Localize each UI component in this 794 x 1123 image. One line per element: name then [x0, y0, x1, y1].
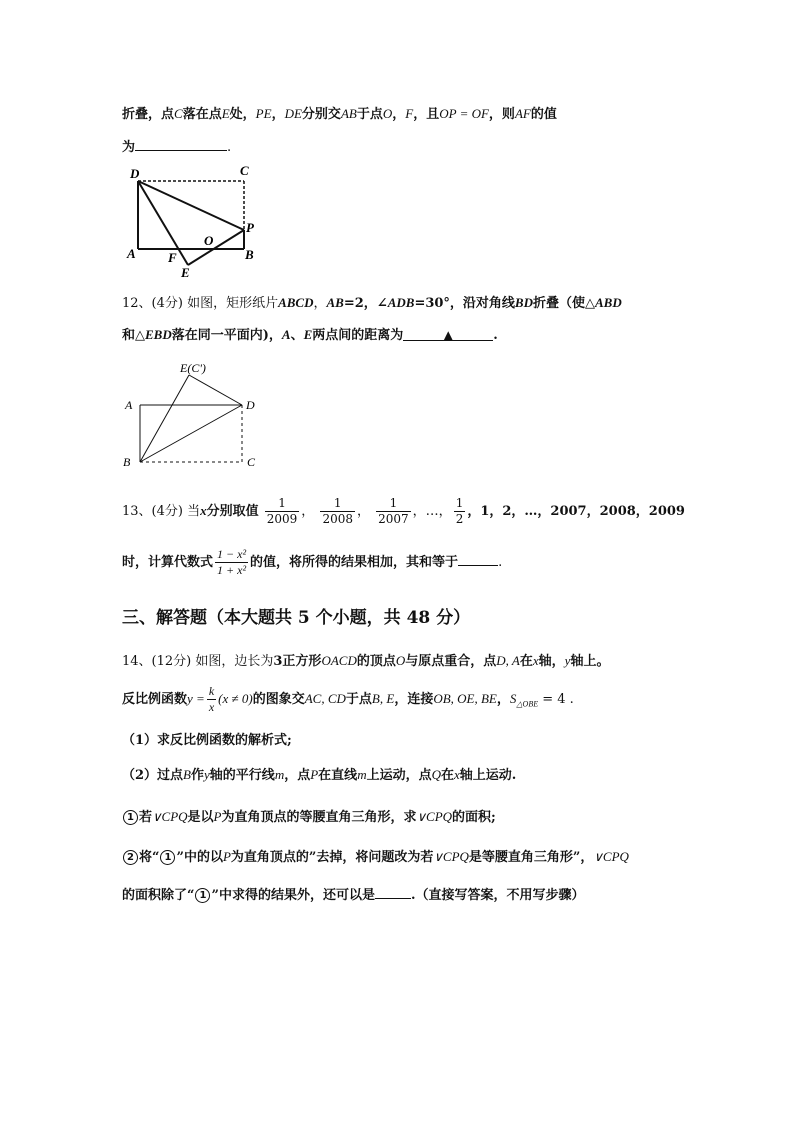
q13-line2-b: 的值，将所得的结果相加，其和等于	[250, 555, 459, 570]
q14-o: O	[395, 653, 406, 668]
q14-cpq2: ∨CPQ	[416, 809, 453, 824]
q14-p2-d: ，点	[284, 768, 311, 783]
q11-text-g: ，则	[488, 107, 515, 122]
q14-l1-g: 轴上。	[570, 654, 610, 669]
q12-sep: ，	[313, 296, 327, 311]
q14-l2-a: 反比例函数	[122, 692, 188, 707]
q14-p2-b: 作	[191, 768, 205, 783]
q12-end: .	[493, 328, 498, 343]
q14-s3-a: 的面积除了“	[122, 888, 195, 903]
q11-sep1: ，	[271, 107, 285, 122]
q14-l1-f: 轴，	[538, 654, 565, 669]
q12-adb: ADB	[387, 295, 415, 310]
q14-y2: y	[204, 767, 210, 782]
q14-l1-c: 的顶点	[356, 654, 396, 669]
q14-s: S	[509, 691, 517, 706]
q11-text-a: 折叠，点	[122, 107, 175, 122]
q14-p2-f: 上运动，点	[366, 768, 432, 783]
q14-ob-oe-be: OB, OE, BE	[433, 691, 497, 706]
q14-sub1	[122, 806, 496, 825]
q14-circle-1: 1	[123, 810, 138, 825]
q12-fold: 折叠（使△	[532, 296, 595, 311]
q14-s-sub: △OBE	[516, 699, 539, 709]
q14-m2: m	[357, 767, 367, 782]
q14-line1	[122, 650, 609, 669]
q11-text-b: 落在点	[182, 107, 222, 122]
q13-frac-half-den: 2	[455, 512, 464, 526]
q14-circle-1-ref2: 1	[195, 888, 210, 903]
q13-frac-2008-num: 1	[320, 496, 355, 512]
q13-frac-half	[454, 496, 466, 527]
q14-p2-g: 在	[440, 768, 454, 783]
q14-s2-b: ”中的以	[176, 850, 223, 865]
q11-answer-blank	[135, 138, 227, 151]
q12-label-c: C	[247, 455, 256, 469]
q11-text-c: 处，	[229, 107, 256, 122]
q13-expression	[215, 547, 248, 578]
q14-p2-c: 轴的平行线	[209, 768, 275, 783]
q12-line2	[122, 324, 498, 343]
q11-line1	[122, 103, 557, 122]
q12-ebd: EBD	[145, 327, 172, 342]
q14-s1-d: 的面积;	[452, 810, 496, 825]
q14-s3-c: .（直接写答案，不用写步骤）	[410, 888, 585, 903]
q12-ab: AB	[326, 295, 344, 310]
q13-tail: ，1，2，…，2007，2008，2009	[467, 504, 685, 519]
q14-p2-e: 在直线	[318, 768, 358, 783]
q12-figure	[115, 355, 275, 475]
q14-s2-a: 将“	[139, 850, 160, 865]
q14-xden: x	[208, 700, 215, 714]
q14-l2-d: ，连接	[394, 692, 434, 707]
q11-label-o: O	[204, 233, 214, 248]
q14-s2-c: 为直角顶点的”去掉，将问题改为若	[230, 850, 434, 865]
q11-c: C	[174, 106, 183, 121]
q14-k: k	[208, 684, 215, 698]
q14-p2-a: （2）过点	[122, 768, 184, 783]
q14-p: P	[310, 767, 319, 782]
q11-text-d: 分别交	[301, 107, 341, 122]
q11-f: F	[405, 106, 414, 121]
q14-l1-e: 在	[519, 654, 533, 669]
q14-q: Q	[431, 767, 441, 782]
q14-answer-blank	[375, 886, 411, 899]
q11-label-f: F	[168, 250, 177, 265]
q14-p2: P	[213, 809, 222, 824]
q14-m: m	[274, 767, 285, 782]
q14-accd: AC, CD	[304, 691, 346, 706]
q14-circle-1-ref: 1	[160, 850, 175, 865]
q14-sub2	[122, 846, 629, 865]
q13-expr-num: 1 − x²	[217, 547, 247, 561]
q14-circle-2: 2	[123, 850, 138, 865]
q14-s2-d: 是等腰直角三角形”，	[468, 850, 594, 865]
q12-triangle: ▲	[443, 328, 453, 342]
q12-label-a: A	[125, 398, 133, 412]
q14-oacd: OACD	[321, 653, 357, 668]
q14-da: D, A	[496, 653, 520, 668]
q11-figure	[122, 160, 272, 280]
q14-p2-h: 轴上运动.	[459, 768, 517, 783]
q11-af: AF	[514, 106, 531, 121]
q11-e: E	[221, 106, 230, 121]
q11-label-e: E	[181, 265, 190, 280]
q14-l2-c: 于点	[345, 692, 372, 707]
q13-frac-2009-num: 1	[265, 496, 300, 512]
q14-p3: P	[222, 849, 231, 864]
q13-frac-2009-den: 2009	[266, 512, 298, 526]
q14-line2	[122, 682, 574, 722]
q13-mid: 分别取值	[206, 504, 259, 519]
q12-answer-blank	[403, 328, 493, 341]
q14-b: B	[183, 767, 191, 782]
q12-line2-b: 落在同一平面内)，	[171, 328, 282, 343]
q14-part1	[122, 729, 292, 748]
q14-s-eq: = 4 .	[538, 692, 574, 707]
q11-ab: AB	[340, 106, 357, 121]
q13-frac-half-num: 1	[455, 496, 464, 510]
q11-o: O	[382, 106, 393, 121]
q12-e: E	[303, 327, 313, 342]
q14-y: y	[564, 653, 571, 668]
q14-l1-3: 3	[273, 654, 283, 669]
q12-bd: BD	[514, 295, 533, 310]
q12-abcd: ABCD	[278, 295, 314, 310]
q13-frac-2008-den: 2008	[322, 512, 353, 526]
q14-s3-b: ”中求得的结果外，还可以是	[211, 888, 375, 903]
q11-line2	[122, 136, 231, 155]
q14-x: x	[532, 653, 539, 668]
q13-prefix: 13、(4分) 当	[122, 504, 201, 519]
q11-label-b: B	[245, 247, 254, 262]
q14-k-over-x	[207, 684, 216, 715]
q13-frac-2009	[265, 496, 300, 527]
q13-x: x	[200, 503, 207, 518]
q11-text-f: ，且	[413, 107, 440, 122]
q11-label-d: D	[130, 166, 140, 181]
q12-label-ec: E(C')	[180, 361, 206, 375]
q11-pe: PE	[255, 106, 272, 121]
q11-line2-end: .	[227, 140, 232, 155]
q12-prefix: 12、(4分) 如图，矩形纸片	[122, 296, 279, 311]
q11-text-h: 的值	[530, 107, 557, 122]
q13-line1: 13、(4分) 当x分别取值 $\frac{1}{2009}$ ， $\frac{1}{2008}$ ， $\frac{1}{2007}$ ，…， $\frac{1}{2}$ ，1，2，…，2007，2008，2009	[122, 496, 685, 526]
q14-l1-d: 与原点重合，点	[405, 654, 497, 669]
q14-cpq: ∨CPQ	[152, 809, 188, 824]
q11-sep2: ，	[392, 107, 406, 122]
q14-y-eq: y =	[187, 691, 205, 706]
q12-label-b: B	[123, 455, 131, 469]
q14-x2: x	[454, 767, 460, 782]
q13-ellipsis: ，…，	[412, 504, 452, 519]
q12-eq30: =30°，沿对角线	[414, 296, 515, 311]
q11-label-p: P	[246, 220, 254, 235]
q11-line2-text: 为	[122, 140, 136, 155]
q12-line2-a: 和△	[122, 328, 145, 343]
q14-cpq3: ∨CPQ	[433, 849, 469, 864]
q12-eq2: =2，∠	[343, 296, 388, 311]
q14-l2-e: ，	[496, 692, 510, 707]
q11-label-c: C	[240, 163, 249, 178]
q13-frac-2007-num: 1	[376, 496, 411, 512]
q14-s1-a: 若	[139, 810, 153, 825]
q12-label-d: D	[246, 398, 255, 412]
q14-l1-b: 正方形	[282, 654, 322, 669]
q13-line2	[122, 546, 502, 580]
q12-a: A	[281, 327, 291, 342]
q13-frac-2007-den: 2007	[378, 512, 409, 526]
q14-l2-b: 的图象交	[252, 692, 305, 707]
q14-s1-c: 为直角顶点的等腰直角三角形，求	[221, 810, 417, 825]
q11-text-e: 于点	[356, 107, 383, 122]
q13-answer-blank	[458, 553, 498, 566]
q13-frac-2008	[320, 496, 355, 527]
q14-cond: (x ≠ 0)	[218, 691, 253, 706]
q14-part2	[122, 764, 516, 783]
q13-line2-a: 时，计算代数式	[122, 555, 214, 570]
q12-abd: ABD	[594, 295, 622, 310]
q14-sub3	[122, 884, 585, 903]
q12-line2-c: 、	[290, 328, 304, 343]
q13-frac-2007	[376, 496, 411, 527]
q11-cond: OP = OF	[439, 106, 489, 121]
q11-de: DE	[284, 106, 302, 121]
q14-p1: （1）求反比例函数的解析式;	[122, 733, 292, 748]
q13-expr-den: 1 + x²	[217, 563, 247, 577]
q12-line1	[122, 292, 622, 311]
q13-line2-end: .	[498, 555, 503, 570]
q14-be: B, E	[371, 691, 395, 706]
q14-l1-a: 14、(12分) 如图，边长为	[122, 654, 274, 669]
section-heading: 三、解答题（本大题共 5 个小题，共 48 分）	[122, 608, 471, 628]
q11-label-a: A	[127, 246, 136, 261]
q12-line2-d: 两点间的距离为	[312, 328, 404, 343]
q14-cpq4: ∨CPQ	[593, 849, 629, 864]
q14-s1-b: 是以	[187, 810, 214, 825]
